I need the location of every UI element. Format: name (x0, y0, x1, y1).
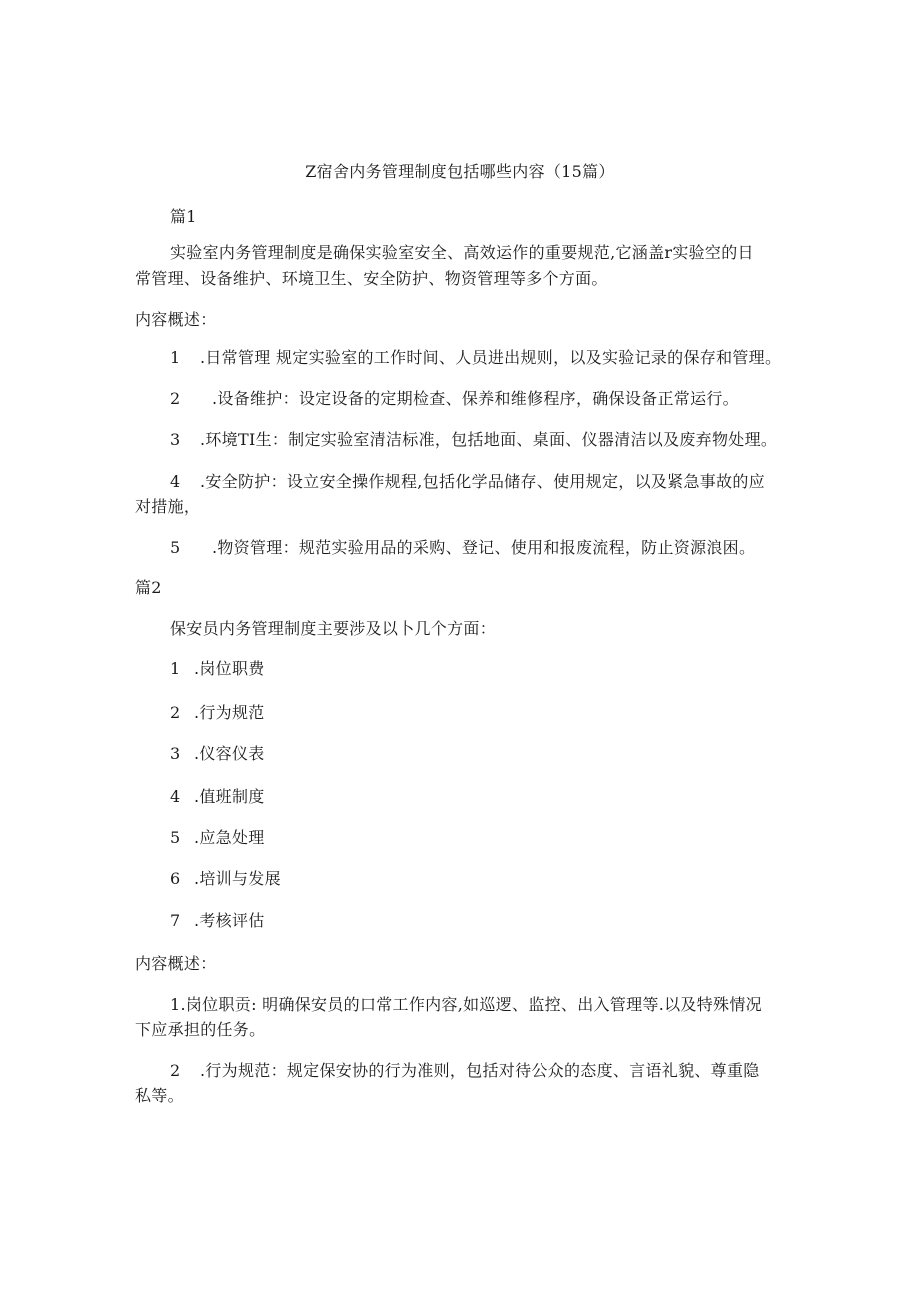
section1-item-5 (170, 537, 755, 559)
item-number: 7 (170, 911, 181, 930)
item-text: .岗位职费 (194, 659, 265, 678)
section2-detail-1-line1: 1.岗位职贡: 明确保安员的口常工作内容,如巡逻、监控、出入管理等.以及特殊情况 (170, 995, 762, 1014)
section1-item-4-continuation: 对措施， (135, 497, 201, 516)
item-text: .考核评估 (194, 911, 265, 930)
item-number: 5 (170, 828, 181, 847)
section1-intro-line2: 常管理、设备维护、环境卫生、安全防护、物资管理等多个方面。 (135, 269, 608, 288)
item-number: 2 (170, 389, 181, 408)
item-number: 3 (170, 430, 181, 449)
section1-item-3 (170, 429, 777, 451)
section2-detail-2-line2: 私等。 (135, 1086, 184, 1105)
item-number: 5 (170, 538, 181, 557)
section2-list-item-4 (170, 786, 265, 808)
item-number: 1 (170, 659, 181, 678)
section2-list-item-1 (170, 658, 265, 680)
item-number: 1 (170, 348, 181, 367)
section2-list-item-2 (170, 702, 265, 724)
item-number: 4 (170, 472, 181, 491)
section2-overview-label: 内容概述： (135, 954, 217, 973)
item-text: .值班制度 (194, 787, 265, 806)
item-text: .环境TI生：制定实验室清洁标准，包括地面、桌面、仪器清洁以及废弃物处理。 (200, 430, 778, 449)
item-text: .仪容仪表 (194, 744, 265, 763)
section1-item-2 (170, 388, 739, 410)
item-text: .应急处理 (194, 828, 265, 847)
item-text: .培训与发展 (194, 869, 281, 888)
item-text: .行为规范 (194, 703, 265, 722)
section2-detail-2-line1 (170, 1060, 760, 1082)
item-number: 2 (170, 1061, 181, 1080)
item-text: .日常管理 规定实验室的工作时间、人员进出规则，以及实验记录的保存和管理。 (200, 348, 782, 367)
section2-list-item-7 (170, 910, 265, 932)
section2-intro: 保安员内务管理制度主要涉及以卜几个方面： (170, 619, 497, 638)
section2-list-item-5 (170, 827, 265, 849)
item-text: .行为规范：规定保安协的行为准则，包括对待公众的态度、言语礼貌、尊重隐 (200, 1061, 760, 1080)
section1-intro-line1: 实验室内务管理制度是确保实验室安全、高效运作的重要规范,它涵盖r实验空的日 (170, 243, 754, 262)
section2-detail-1-line2: 下应承担的任务。 (135, 1020, 266, 1039)
document-title: Z宿舍内务管理制度包括哪些内容（15篇） (305, 162, 615, 181)
section1-heading: 篇1 (170, 207, 197, 226)
section1-overview-label: 内容概述： (135, 310, 217, 329)
section2-heading: 篇2 (135, 578, 162, 597)
item-number: 3 (170, 744, 181, 763)
item-number: 6 (170, 869, 181, 888)
section1-item-4 (170, 471, 765, 493)
item-text: .安全防护：设立安全操作规程,包括化学品储存、使用规定，以及紧急事故的应 (200, 472, 765, 491)
section2-list-item-6 (170, 868, 281, 890)
item-text: .设备维护：设定设备的定期检查、保养和维修程序，确保设备正常运行。 (212, 389, 739, 408)
item-text: .物资管理：规范实验用品的采购、登记、使用和报废流程，防止资源浪困。 (212, 538, 756, 557)
item-number: 2 (170, 703, 181, 722)
section1-item-1 (170, 347, 781, 369)
section2-list-item-3 (170, 743, 265, 765)
item-number: 4 (170, 787, 181, 806)
